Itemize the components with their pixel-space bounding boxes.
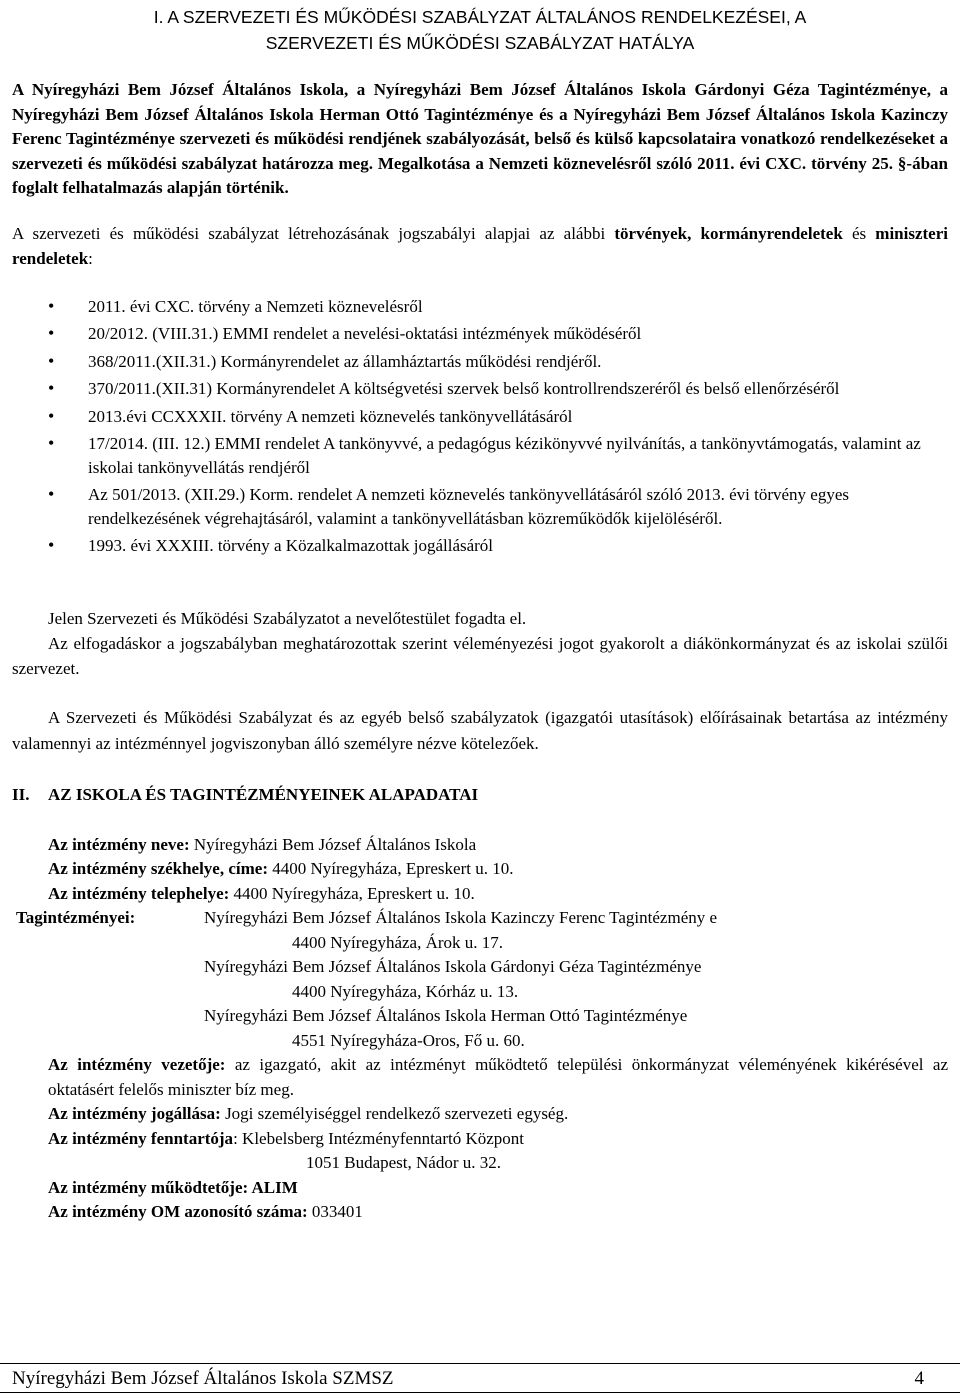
- adoption-block: [12, 606, 948, 681]
- section-1-heading: [12, 4, 948, 56]
- intro-paragraph: A Nyíregyházi Bem József Általános Iskola, a Nyíregyházi Bem József Általános Iskola Gárdonyi Géza Tagintézménye, a Nyíregyházi Bem József Általános Iskola Herman Ottó Tagintézménye és a Nyíregyházi Bem József Általános Iskola Kazinczy Ferenc Tagintézménye szervezeti és működési rendjének szabályozását, belső és külső kapcsolataira vonatkozó rendelkezéseket a szervezeti és működési szabályzat határozza meg. Megalkotása a Nemzeti köznevelésről szóló 2011. évi CXC. törvény 25. §-ában foglalt felhatalmazás alapján történik.: [12, 80, 948, 197]
- section-2-title: AZ ISKOLA ÉS TAGINTÉZMÉNYEINEK ALAPADATAI: [48, 784, 479, 804]
- adoption-opinion: Az elfogadáskor a jogszabályban meghatározottak szerint véleményezési jogot gyakorolt a diákönkormányzat és az iskolai szülői szervezet.: [12, 633, 948, 678]
- legal-basis-text: A szervezeti és működési szabályzat létrehozásának jogszabályi alapjai az alábbi: [12, 223, 615, 243]
- adoption-sentence: Jelen Szervezeti és Működési Szabályzatot a nevelőtestület fogadta el.: [48, 608, 527, 628]
- list-item: • 368/2011.(XII.31.) Kormányrendelet az államháztartás működési rendjéről.: [12, 350, 948, 374]
- institution-leader-row: Az intézmény vezetője: az igazgató, akit az intézményt működtető települési önkormányzat véleményének kikérésével az oktatásért felelős miniszter bíz meg.: [48, 1055, 949, 1099]
- institution-legal-status-row: Az intézmény jogállása: Jogi személyiséggel rendelkező szervezeti egység.: [48, 1104, 569, 1123]
- institution-name-row: Az intézmény neve: Nyíregyházi Bem József Általános Iskola: [48, 834, 477, 854]
- institution-owner-row: Az intézmény fenntartója: Klebelsberg Intézményfenntartó Központ: [48, 1128, 525, 1148]
- document-page: [12, 0, 948, 1225]
- laws-list: [12, 295, 948, 558]
- list-item: • 1993. évi XXXIII. törvény a Közalkalmazottak jogállásáról: [12, 534, 948, 558]
- member-address: 4400 Nyíregyháza, Kórház u. 13.: [292, 981, 519, 1001]
- member-institution: Nyíregyházi Bem József Általános Iskola Herman Ottó Tagintézménye: [204, 1006, 688, 1025]
- list-item: • 2011. évi CXC. törvény a Nemzeti köznevelésről: [12, 295, 948, 319]
- section-2-number: II.: [12, 784, 30, 804]
- list-item: • 2013.évi CCXXXII. törvény A nemzeti köznevelés tankönyvellátásáról: [12, 405, 948, 429]
- member-address: 4400 Nyíregyháza, Árok u. 17.: [292, 932, 504, 952]
- legal-basis-mid: és: [842, 223, 876, 243]
- list-item: • Az 501/2013. (XII.29.) Korm. rendelet A nemzeti köznevelés tankönyvellátásáról szóló 2013. évi törvény egyes rendelkezésének végrehajtásáról, valamint a tankönyvellátásban közreműködők kijelöléséről.: [12, 483, 948, 530]
- legal-basis-bold: törvények, kormányrendeletek: [614, 223, 843, 243]
- list-item: • 17/2014. (III. 12.) EMMI rendelet A tankönyvvé, a pedagógus kézikönyvvé nyilvánítás, a tankönyvtámogatás, valamint az iskolai tankönyvellátás rendjéről: [12, 432, 948, 479]
- owner-address: 1051 Budapest, Nádor u. 32.: [306, 1153, 502, 1172]
- page-footer: [0, 1363, 960, 1393]
- institution-om-row: Az intézmény OM azonosító száma: 033401: [48, 1202, 363, 1221]
- heading-line-2: SZERVEZETI ÉS MŰKÖDÉSI SZABÁLYZAT HATÁLYA: [265, 33, 695, 53]
- institution-seat-row: Az intézmény székhelye, címe: 4400 Nyíregyháza, Epreskert u. 10.: [48, 859, 514, 878]
- member-institution-row: Tagintézményei: Nyíregyházi Bem József Általános Iskola Kazinczy Ferenc Tagintézmény e: [16, 908, 718, 927]
- section-2-heading: [12, 783, 948, 807]
- list-item: • 370/2011.(XII.31) Kormányrendelet A költségvetési szervek belső kontrollrendszeréről és belső ellenőrzéséről: [12, 377, 948, 401]
- legal-basis-end: :: [88, 248, 93, 268]
- footer-text: Nyíregyházi Bem József Általános Iskola SZMSZ: [12, 1368, 394, 1389]
- scope-paragraph: A Szervezeti és Működési Szabályzat és az egyéb belső szabályzatok (igazgatói utasítások) előírásainak betartása az intézmény valamennyi az intézménnyel jogviszonyban álló személyre nézve kötelezőek.: [12, 707, 948, 753]
- heading-line-1: I. A SZERVEZETI ÉS MŰKÖDÉSI SZABÁLYZAT ÁLTALÁNOS RENDELKEZÉSEI, A: [153, 7, 807, 27]
- legal-basis-bold2: miniszteri rendeletek: [12, 223, 948, 268]
- institution-operator-row: Az intézmény működtetője: ALIM: [48, 1177, 298, 1197]
- institution-site-row: Az intézmény telephelye: 4400 Nyíregyháza, Epreskert u. 10.: [48, 883, 475, 903]
- member-address: 4551 Nyíregyháza-Oros, Fő u. 60.: [292, 1030, 525, 1050]
- institution-data: [12, 833, 948, 1225]
- legal-basis-paragraph: [12, 221, 948, 271]
- page-number: 4: [914, 1368, 924, 1389]
- member-institution: Nyíregyházi Bem József Általános Iskola Gárdonyi Géza Tagintézménye: [204, 957, 702, 976]
- list-item: • 20/2012. (VIII.31.) EMMI rendelet a nevelési-oktatási intézmények működéséről: [12, 322, 948, 346]
